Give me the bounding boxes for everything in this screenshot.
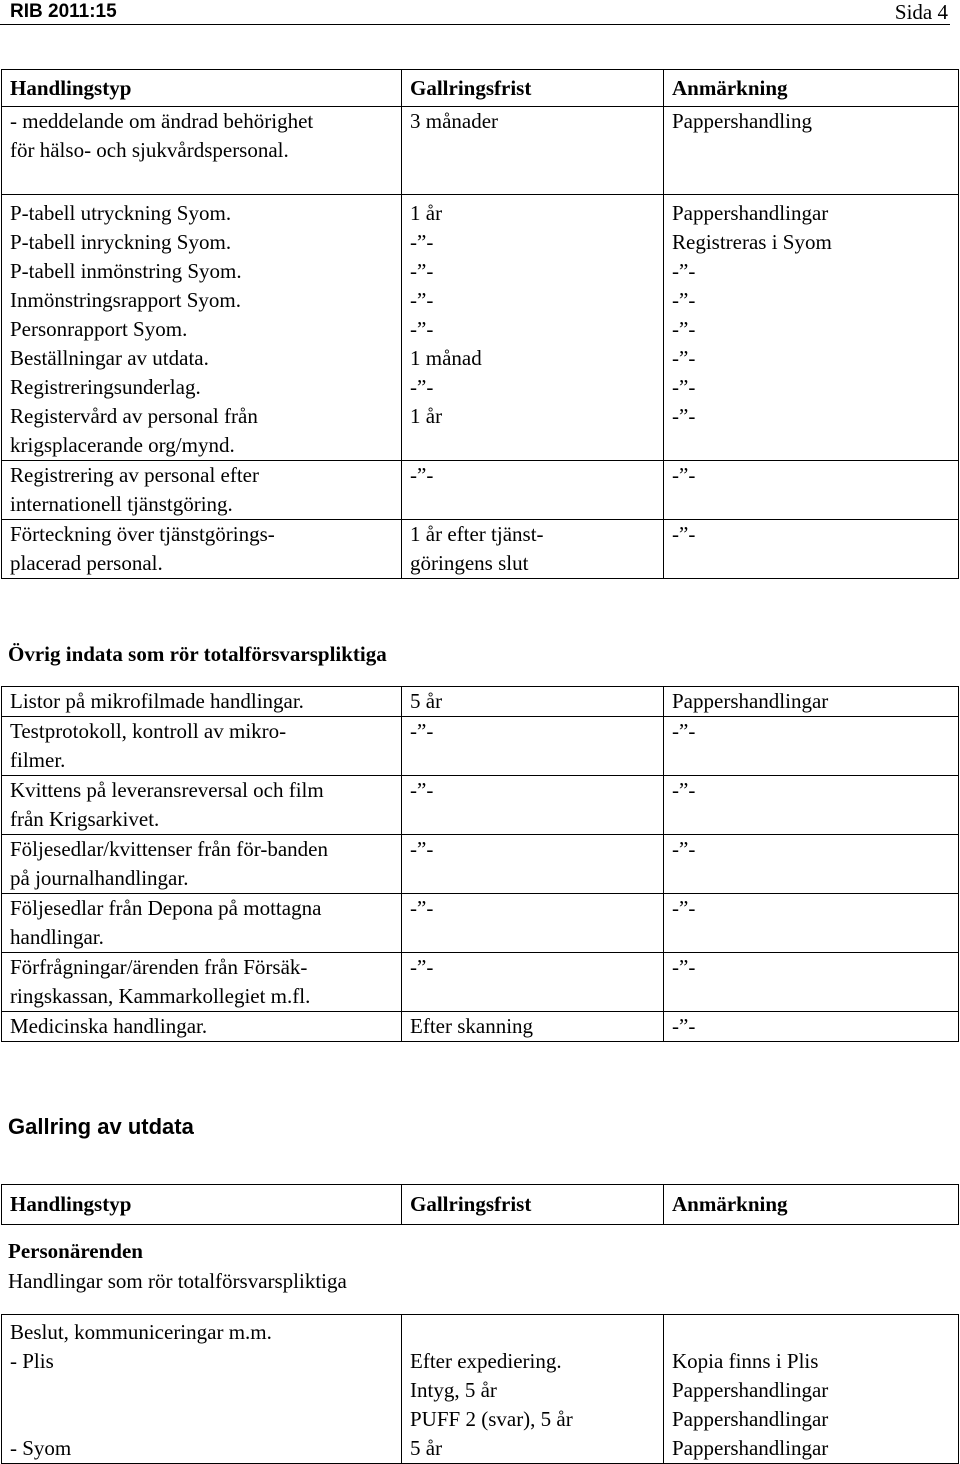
cell-text: placerad personal. [10,551,163,575]
handlingstyp-cell [2,717,402,776]
cell-text: krigsplacerande org/mynd. [10,433,235,457]
gallringsfrist-cell [402,195,664,229]
cell-text: 1 år [410,404,443,428]
handlingstyp-cell [2,257,402,286]
gallringsfrist-cell [402,1315,664,1464]
retention-table-1 [1,69,959,579]
cell-text: -”- [672,955,696,979]
handlingstyp-cell [2,835,402,894]
table-row [2,953,959,1012]
cell-text: - Plis [10,1349,54,1373]
cell-text: Pappershandlingar [672,1378,829,1402]
cell-text: -”- [410,317,434,341]
column-header-anmarkning: Anmärkning [664,70,959,107]
column-header-gallringsfrist: Gallringsfrist [402,70,664,107]
cell-text: -”- [410,719,434,743]
cell-text: 5 år [410,1436,443,1460]
cell-text: Pappershandlingar [672,201,829,225]
cell-text: Registervård av personal från [10,404,258,428]
cell-text: -”- [672,317,696,341]
gallringsfrist-cell [402,461,664,520]
cell-text: -”- [410,778,434,802]
table-row [2,894,959,953]
table-row [2,228,959,257]
cell-text: -”- [410,955,434,979]
gallringsfrist-cell [402,373,664,402]
anmarkning-cell [664,195,959,229]
handlingstyp-cell [2,1012,402,1042]
anmarkning-cell [664,776,959,835]
table-row [2,835,959,894]
handlingstyp-cell [2,195,402,229]
cell-text: -”- [410,837,434,861]
anmarkning-cell [664,953,959,1012]
cell-text: Förteckning över tjänstgörings- [10,522,275,546]
cell-text: -”- [672,719,696,743]
anmarkning-cell [664,315,959,344]
cell-text: - Syom [10,1436,72,1460]
cell-text: -”- [672,778,696,802]
table-row [2,373,959,402]
gallringsfrist-cell [402,717,664,776]
handlingstyp-cell [2,953,402,1012]
cell-text: Förfrågningar/ärenden från Försäk- [10,955,308,979]
anmarkning-cell [664,373,959,402]
cell-text: Registrering av personal efter [10,463,259,487]
anmarkning-cell [664,1315,959,1464]
cell-text: för hälso- och sjukvårdspersonal. [10,138,289,162]
cell-text: Inmönstringsrapport Syom. [10,288,241,312]
gallringsfrist-cell [402,687,664,717]
table-row [2,195,959,229]
cell-text [672,1318,958,1347]
cell-text: -”- [410,259,434,283]
cell-text: -”- [410,230,434,254]
anmarkning-cell [664,461,959,520]
table-row [2,1315,959,1464]
cell-text: Efter skanning [410,1014,534,1038]
document-id: RIB 2011:15 [10,1,117,22]
cell-text: Efter expediering. [410,1349,562,1373]
cell-text: göringens slut [410,551,529,575]
gallringsfrist-cell [402,894,664,953]
anmarkning-cell [664,894,959,953]
cell-text: från Krigsarkivet. [10,807,160,831]
anmarkning-cell [664,257,959,286]
cell-text: -”- [672,375,696,399]
table-row [2,687,959,717]
cell-text: internationell tjänstgöring. [10,492,233,516]
handlingstyp-cell [2,687,402,717]
handlingstyp-cell [2,344,402,373]
header-divider [0,24,950,25]
table-row [2,344,959,373]
cell-text [10,1376,401,1405]
anmarkning-cell [664,835,959,894]
cell-text: Följesedlar från Depona på mottagna [10,896,322,920]
cell-text: -”- [410,375,434,399]
anmarkning-cell [664,1012,959,1042]
cell-text: -”- [672,837,696,861]
anmarkning-cell [664,520,959,579]
gallringsfrist-cell [402,835,664,894]
gallringsfrist-cell [402,315,664,344]
anmarkning-cell: Pappershandling [664,107,959,195]
table-row [2,461,959,520]
gallringsfrist-cell: 3 månader [402,107,664,195]
cell-text: 1 månad [410,346,482,370]
gallringsfrist-cell [402,953,664,1012]
anmarkning-cell [664,402,959,461]
cell-text: Följesedlar/kvittenser från för-banden [10,837,328,861]
table-row [2,315,959,344]
cell-text: Beställningar av utdata. [10,346,209,370]
cell-text: -”- [672,288,696,312]
handlingstyp-cell [2,402,402,461]
handlingstyp-cell [2,286,402,315]
cell-text: Pappershandlingar [672,689,829,713]
handlingstyp-cell [2,373,402,402]
cell-text: -”- [410,288,434,312]
page-header [0,0,960,24]
gallringsfrist-cell [402,257,664,286]
section-title-ovrig-indata: Övrig indata som rör totalförsvarspliktiga [8,642,387,666]
table-row [2,520,959,579]
cell-text: -”- [410,463,434,487]
gallringsfrist-cell [402,402,664,461]
column-header-anmarkning: Anmärkning [664,1185,959,1225]
subsection-title-personarenden: Personärenden [8,1239,143,1263]
cell-text: -”- [410,896,434,920]
section-title-gallring-av-utdata: Gallring av utdata [8,1114,194,1139]
table-row [2,402,959,461]
cell-text: Registreras i Syom [672,230,832,254]
cell-text: Pappershandlingar [672,1436,829,1460]
handlingstyp-cell [2,461,402,520]
handlingstyp-cell [2,1315,402,1464]
anmarkning-cell [664,344,959,373]
cell-text: -”- [672,896,696,920]
column-header-handlingstyp: Handlingstyp [2,1185,402,1225]
anmarkning-cell [664,228,959,257]
cell-text: Kvittens på leveransreversal och film [10,778,324,802]
table-row [2,286,959,315]
cell-text: Kopia finns i Plis [672,1349,819,1373]
cell-text: handlingar. [10,925,104,949]
cell-text: ringskassan, Kammarkollegiet m.fl. [10,984,311,1008]
cell-text: Testprotokoll, kontroll av mikro- [10,719,287,743]
cell-text: Pappershandlingar [672,1407,829,1431]
retention-table-3-header [1,1184,959,1225]
table-row [2,257,959,286]
anmarkning-cell [664,717,959,776]
cell-text: Intyg, 5 år [410,1378,497,1402]
gallringsfrist-cell [402,520,664,579]
column-header-gallringsfrist: Gallringsfrist [402,1185,664,1225]
cell-text [10,1405,401,1434]
cell-text [410,1318,663,1347]
table-row [2,776,959,835]
column-header-handlingstyp: Handlingstyp [2,70,402,107]
handlingstyp-cell [2,520,402,579]
cell-text: P-tabell inmönstring Syom. [10,259,242,283]
cell-text: 1 år efter tjänst- [410,522,544,546]
cell-text: på journalhandlingar. [10,866,189,890]
table-header-row [2,1185,959,1225]
cell-text: -”- [672,259,696,283]
gallringsfrist-cell [402,776,664,835]
cell-text: filmer. [10,748,66,772]
cell-text: PUFF 2 (svar), 5 år [410,1407,573,1431]
handlingstyp-cell [2,894,402,953]
handlingstyp-cell [2,315,402,344]
cell-text: -”- [672,463,696,487]
cell-text: - meddelande om ändrad behörighet [10,109,314,133]
gallringsfrist-cell [402,228,664,257]
handlingstyp-cell [2,228,402,257]
cell-text: Medicinska handlingar. [10,1014,208,1038]
handlingstyp-cell [2,776,402,835]
table-header-row [2,70,959,107]
table-row [2,717,959,776]
cell-text: -”- [672,346,696,370]
cell-text: P-tabell inryckning Syom. [10,230,232,254]
cell-text: -”- [672,522,696,546]
cell-text: Beslut, kommuniceringar m.m. [10,1320,272,1344]
cell-text: Registreringsunderlag. [10,375,201,399]
table-row [2,107,959,195]
cell-text: 5 år [410,689,443,713]
gallringsfrist-cell [402,1012,664,1042]
retention-table-2 [1,686,959,1042]
page-number: Sida 4 [894,0,948,24]
anmarkning-cell [664,687,959,717]
table-row [2,1012,959,1042]
handlingstyp-cell [2,107,402,195]
anmarkning-cell [664,286,959,315]
cell-text: -”- [672,1014,696,1038]
cell-text: Personrapport Syom. [10,317,188,341]
cell-text: 1 år [410,201,443,225]
subsection-subtitle: Handlingar som rör totalförsvarspliktiga [8,1269,347,1293]
gallringsfrist-cell [402,344,664,373]
gallringsfrist-cell [402,286,664,315]
cell-text: -”- [672,404,696,428]
cell-text: P-tabell utryckning Syom. [10,201,232,225]
cell-text: Listor på mikrofilmade handlingar. [10,689,304,713]
retention-table-4 [1,1314,959,1464]
